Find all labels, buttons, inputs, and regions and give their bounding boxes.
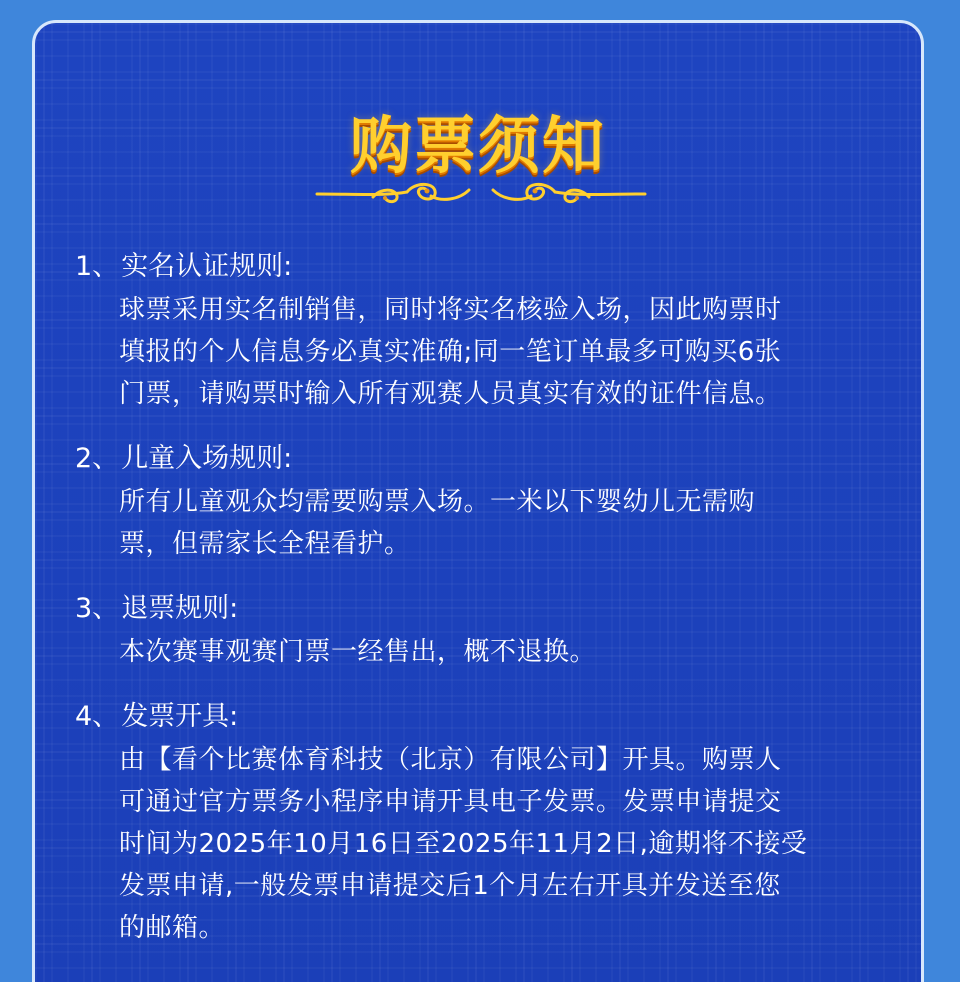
section-number: 2、 (75, 443, 120, 474)
section-title (75, 245, 895, 289)
section-line: 所有儿童观众均需要购票入场。一米以下婴幼儿无需购 (119, 487, 756, 517)
notice-content (75, 245, 895, 971)
section-line: 票，但需家长全程看护。 (119, 529, 411, 559)
section-heading: 退票规则: (121, 593, 239, 624)
section-invoice (75, 695, 895, 949)
section-line: 发票申请,一般发票申请提交后1个月左右开具并发送至您 (119, 871, 781, 901)
section-line: 球票采用实名制销售，同时将实名核验入场，因此购票时 (119, 295, 782, 325)
section-line: 可通过官方票务小程序申请开具电子发票。发票申请提交 (119, 787, 782, 817)
section-number: 4、 (75, 701, 120, 732)
section-body (75, 289, 895, 415)
section-number: 1、 (75, 251, 120, 282)
section-line: 的邮箱。 (119, 913, 226, 943)
section-line: 门票，请购票时输入所有观赛人员真实有效的证件信息。 (119, 379, 782, 409)
section-title (75, 587, 895, 631)
notice-card (32, 20, 924, 982)
section-refund (75, 587, 895, 673)
section-number: 3、 (75, 593, 120, 624)
section-heading: 实名认证规则: (121, 251, 293, 282)
section-body (75, 481, 895, 565)
section-line: 由【看个比赛体育科技（北京）有限公司】开具。购票人 (119, 745, 782, 775)
section-body (75, 739, 895, 949)
section-line: 时间为2025年10月16日至2025年11月2日,逾期将不接受 (119, 829, 808, 859)
notice-title: 购票须知 (349, 109, 606, 182)
cloud-scroll-ornament-icon (315, 178, 647, 206)
section-heading: 儿童入场规则: (121, 443, 293, 474)
section-children (75, 437, 895, 565)
section-line: 本次赛事观赛门票一经售出，概不退换。 (119, 637, 597, 667)
section-real-name (75, 245, 895, 415)
section-heading: 发票开具: (121, 701, 239, 732)
section-body (75, 631, 895, 673)
section-line: 填报的个人信息务必真实准确;同一笔订单最多可购买6张 (119, 337, 782, 367)
section-title (75, 437, 895, 481)
section-title (75, 695, 895, 739)
notice-header (35, 109, 921, 182)
